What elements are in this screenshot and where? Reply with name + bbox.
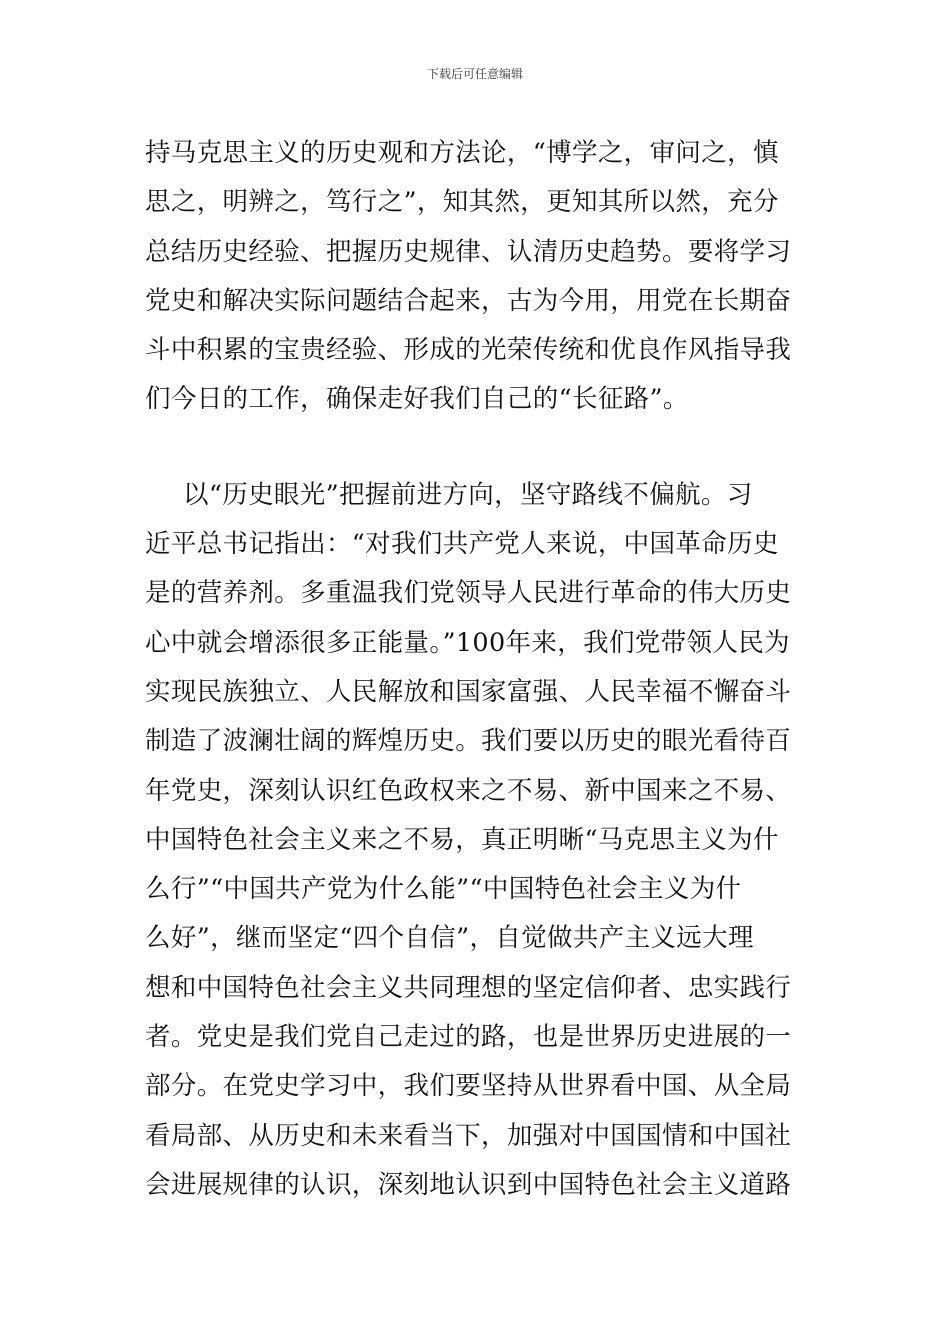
text-line: 看局部、从历史和未来看当下，加强对中国国情和中国社 [145,1120,792,1151]
document-body [145,129,810,1210]
text-line: 部分。在党史学习中，我们要坚持从世界看中国、从全局 [145,1071,792,1102]
text-line: 是的营养剂。多重温我们党领导人民进行革命的伟大历史 [145,578,792,609]
text-line: 党史和解决实际问题结合起来，古为今用，用党在长期奋 [145,285,792,316]
paragraph-1 [145,129,810,425]
text-line: 中国特色社会主义来之不易，真正明晰“马克思主义为什 [145,824,779,855]
text-line: 想和中国特色社会主义共同理想的坚定信仰者、忠实践行 [145,972,792,1003]
text-line: 制造了波澜壮阔的辉煌历史。我们要以历史的眼光看待百 [145,726,792,757]
text-line: 心中就会增添很多正能量。”100年来，我们党带领人民为 [145,627,790,658]
text-line: 思之，明辨之，笃行之”，知其然，更知其所以然，充分 [145,187,779,218]
text-line: 近平总书记指出：“对我们共产党人来说，中国革命历史 [145,529,779,560]
text-line: 们今日的工作，确保走好我们自己的“长征路”。 [145,384,689,415]
text-line: 年党史，深刻认识红色政权来之不易、新中国来之不易、 [145,775,792,806]
paragraph-spacer [145,425,810,471]
text-line: 斗中积累的宝贵经验、形成的光荣传统和优良作风指导我 [145,335,792,366]
page-header: 下载后可任意编辑 [426,67,523,81]
text-line: 么好”，继而坚定“四个自信”，自觉做共产主义远大理 [145,923,754,954]
paragraph-2 [145,471,810,1210]
text-line: 么行”“中国共产党为什么能”“中国特色社会主义为什 [145,874,742,905]
text-line: 总结历史经验、把握历史规律、认清历史趋势。要将学习 [145,236,792,267]
text-line: 实现民族独立、人民解放和国家富强、人民幸福不懈奋斗 [145,676,792,707]
text-line: 者。党史是我们党自己走过的路，也是世界历史进展的一 [145,1022,792,1053]
text-line: 会进展规律的认识，深刻地认识到中国特色社会主义道路 [145,1169,792,1200]
text-line-first: 以“历史眼光”把握前进方向，坚守路线不偏航。习 [183,479,753,510]
text-line: 持马克思主义的历史观和方法论，“博学之，审问之，慎 [145,138,779,168]
